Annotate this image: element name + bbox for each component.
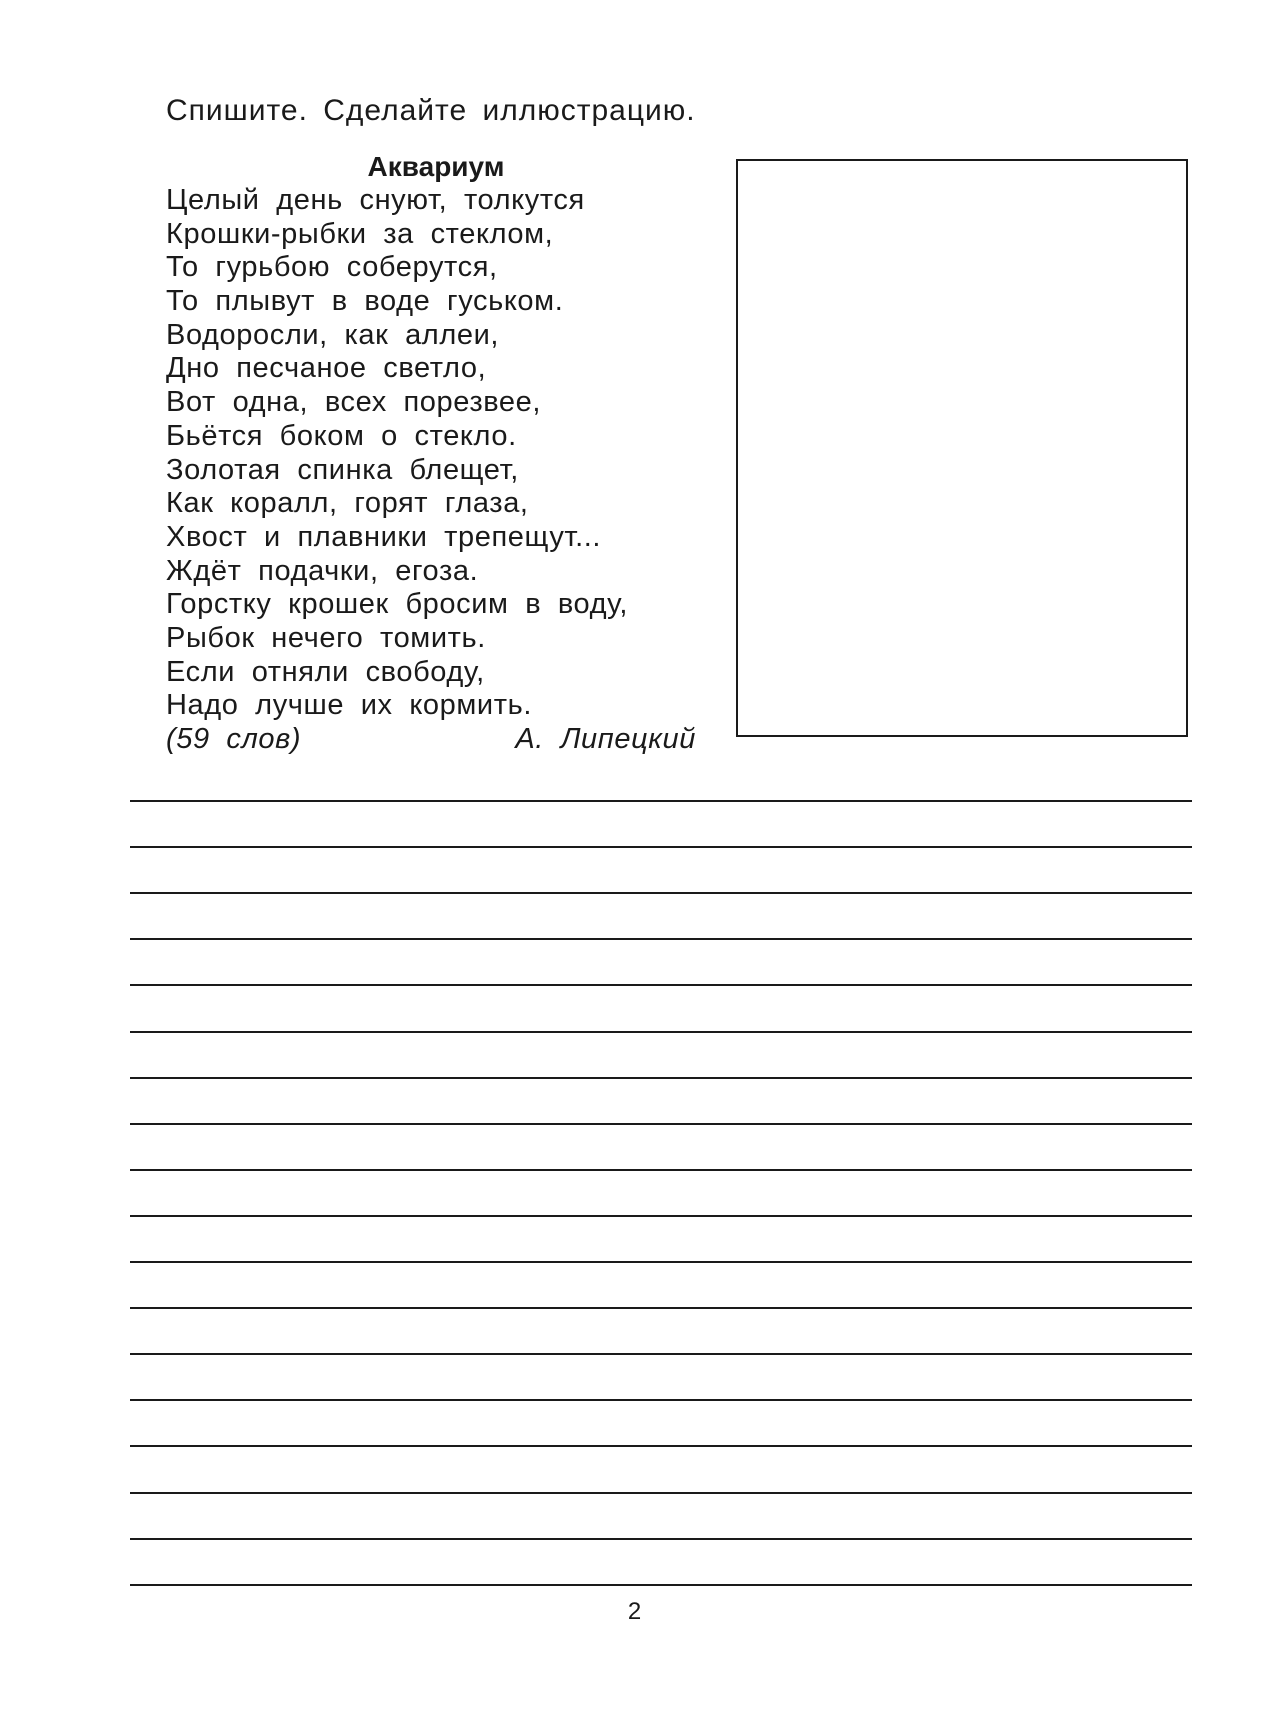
poem-author: А. Липецкий xyxy=(515,723,696,755)
poem-footer xyxy=(166,723,696,757)
writing-line[interactable] xyxy=(130,1538,1192,1540)
illustration-box[interactable] xyxy=(736,159,1188,737)
poem-line: То плывут в воде гуськом. xyxy=(166,285,564,318)
poem-lines xyxy=(166,184,696,723)
poem-title: Аквариум xyxy=(367,151,505,182)
writing-line[interactable] xyxy=(130,800,1192,802)
poem-line: Крошки-рыбки за стеклом, xyxy=(166,217,554,250)
writing-line[interactable] xyxy=(130,1123,1192,1125)
writing-line[interactable] xyxy=(130,1584,1192,1586)
writing-line[interactable] xyxy=(130,892,1192,894)
poem-line: Надо лучше их кормить. xyxy=(166,689,532,722)
writing-line[interactable] xyxy=(130,938,1192,940)
poem-line: Как коралл, горят глаза, xyxy=(166,487,529,520)
poem-line: Вот одна, всех порезвее, xyxy=(166,386,542,419)
writing-line[interactable] xyxy=(130,984,1192,986)
writing-line[interactable] xyxy=(130,1031,1192,1033)
writing-line[interactable] xyxy=(130,1399,1192,1401)
writing-line[interactable] xyxy=(130,1353,1192,1355)
instruction-text: Спишите. Сделайте иллюстрацию. xyxy=(166,94,696,127)
writing-line[interactable] xyxy=(130,1077,1192,1079)
writing-line[interactable] xyxy=(130,1492,1192,1494)
poem-line: Целый день снуют, толкутся xyxy=(166,184,585,216)
writing-line[interactable] xyxy=(130,1169,1192,1171)
poem-line: Водоросли, как аллеи, xyxy=(166,318,500,351)
writing-line[interactable] xyxy=(130,846,1192,848)
poem-line: Если отняли свободу, xyxy=(166,655,485,688)
poem-line: Горстку крошек бросим в воду, xyxy=(166,588,629,621)
poem xyxy=(166,150,696,757)
poem-line: Ждёт подачки, егоза. xyxy=(166,554,479,587)
word-count: (59 слов) xyxy=(166,723,302,755)
poem-line: Хвост и плавники трепещут... xyxy=(166,520,602,553)
poem-line: Дно песчаное светло, xyxy=(166,352,487,385)
writing-line[interactable] xyxy=(130,1445,1192,1447)
writing-line[interactable] xyxy=(130,1215,1192,1217)
writing-line[interactable] xyxy=(130,1307,1192,1309)
page-number: 2 xyxy=(627,1598,642,1625)
writing-line[interactable] xyxy=(130,1261,1192,1263)
poem-line: Бьётся боком о стекло. xyxy=(166,419,517,452)
poem-line: Золотая спинка блещет, xyxy=(166,453,519,486)
poem-line: Рыбок нечего томить. xyxy=(166,621,486,654)
poem-line: То гурьбою соберутся, xyxy=(166,251,498,284)
